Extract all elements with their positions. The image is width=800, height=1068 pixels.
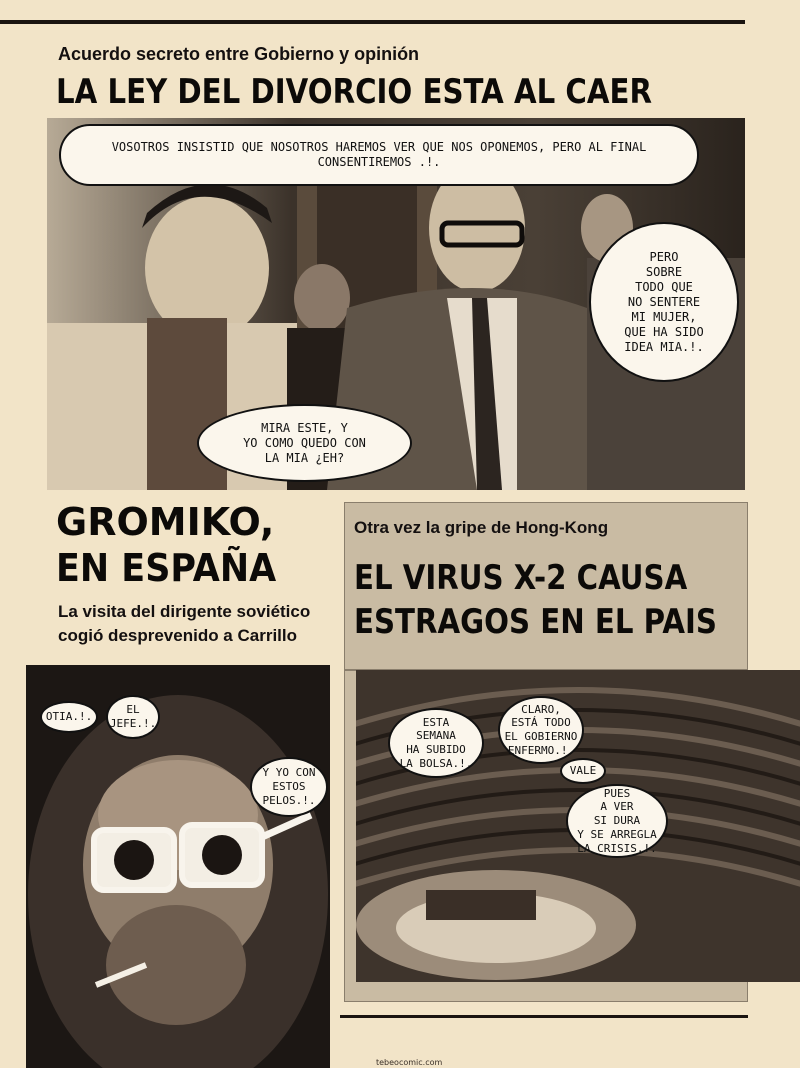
gromiko-speech-bubble-3: Y YO CON ESTOS PELOS.!. xyxy=(250,757,328,817)
virus-photo xyxy=(356,670,800,982)
gromiko-headline-line2: EN ESPAÑA xyxy=(56,546,277,590)
source-credit: tebeocomic.com xyxy=(376,1058,443,1067)
divorce-kicker: Acuerdo secreto entre Gobierno y opinión xyxy=(58,44,420,64)
virus-speech-bubble-1: ESTA SEMANA HA SUBIDO LA BOLSA.!. xyxy=(388,708,484,778)
divorce-speech-bubble-top: VOSOTROS INSISTID QUE NOSOTROS HAREMOS VER QUE NOS OPONEMOS, PERO AL FINAL CONSENTIREMOS .!. xyxy=(59,124,699,186)
top-rule xyxy=(0,20,745,24)
virus-kicker: Otra vez la gripe de Hong-Kong xyxy=(354,518,609,537)
divorce-speech-bubble-bottom: MIRA ESTE, Y YO COMO QUEDO CON LA MIA ¿EH? xyxy=(197,404,412,482)
virus-headline-line1: EL VIRUS X-2 CAUSA xyxy=(354,558,688,598)
gromiko-speech-bubble-2: EL JEFE.!. xyxy=(106,695,160,739)
virus-headline-line2: ESTRAGOS EN EL PAIS xyxy=(354,602,717,642)
bottom-rule xyxy=(340,1015,748,1018)
divorce-photo xyxy=(47,118,745,490)
gromiko-speech-bubble-1: OTIA.!. xyxy=(40,701,98,733)
gromiko-subhead-line2: cogió desprevenido a Carrillo xyxy=(58,626,298,645)
virus-speech-bubble-2: CLARO, ESTÁ TODO EL GOBIERNO ENFERMO.!. xyxy=(498,696,584,764)
virus-speech-bubble-3: VALE xyxy=(560,758,606,784)
divorce-headline: LA LEY DEL DIVORCIO ESTA AL CAER xyxy=(56,72,653,112)
gromiko-headline-line1: GROMIKO, xyxy=(56,500,275,544)
gromiko-subhead-line1: La visita del dirigente soviético xyxy=(58,602,311,621)
gromiko-photo xyxy=(26,665,330,1068)
divorce-speech-bubble-right: PERO SOBRE TODO QUE NO SENTERE MI MUJER, QUE HA SIDO IDEA MIA.!. xyxy=(589,222,739,382)
virus-speech-bubble-4: PUES A VER SI DURA Y SE ARREGLA LA CRISIS.!. xyxy=(566,784,668,858)
